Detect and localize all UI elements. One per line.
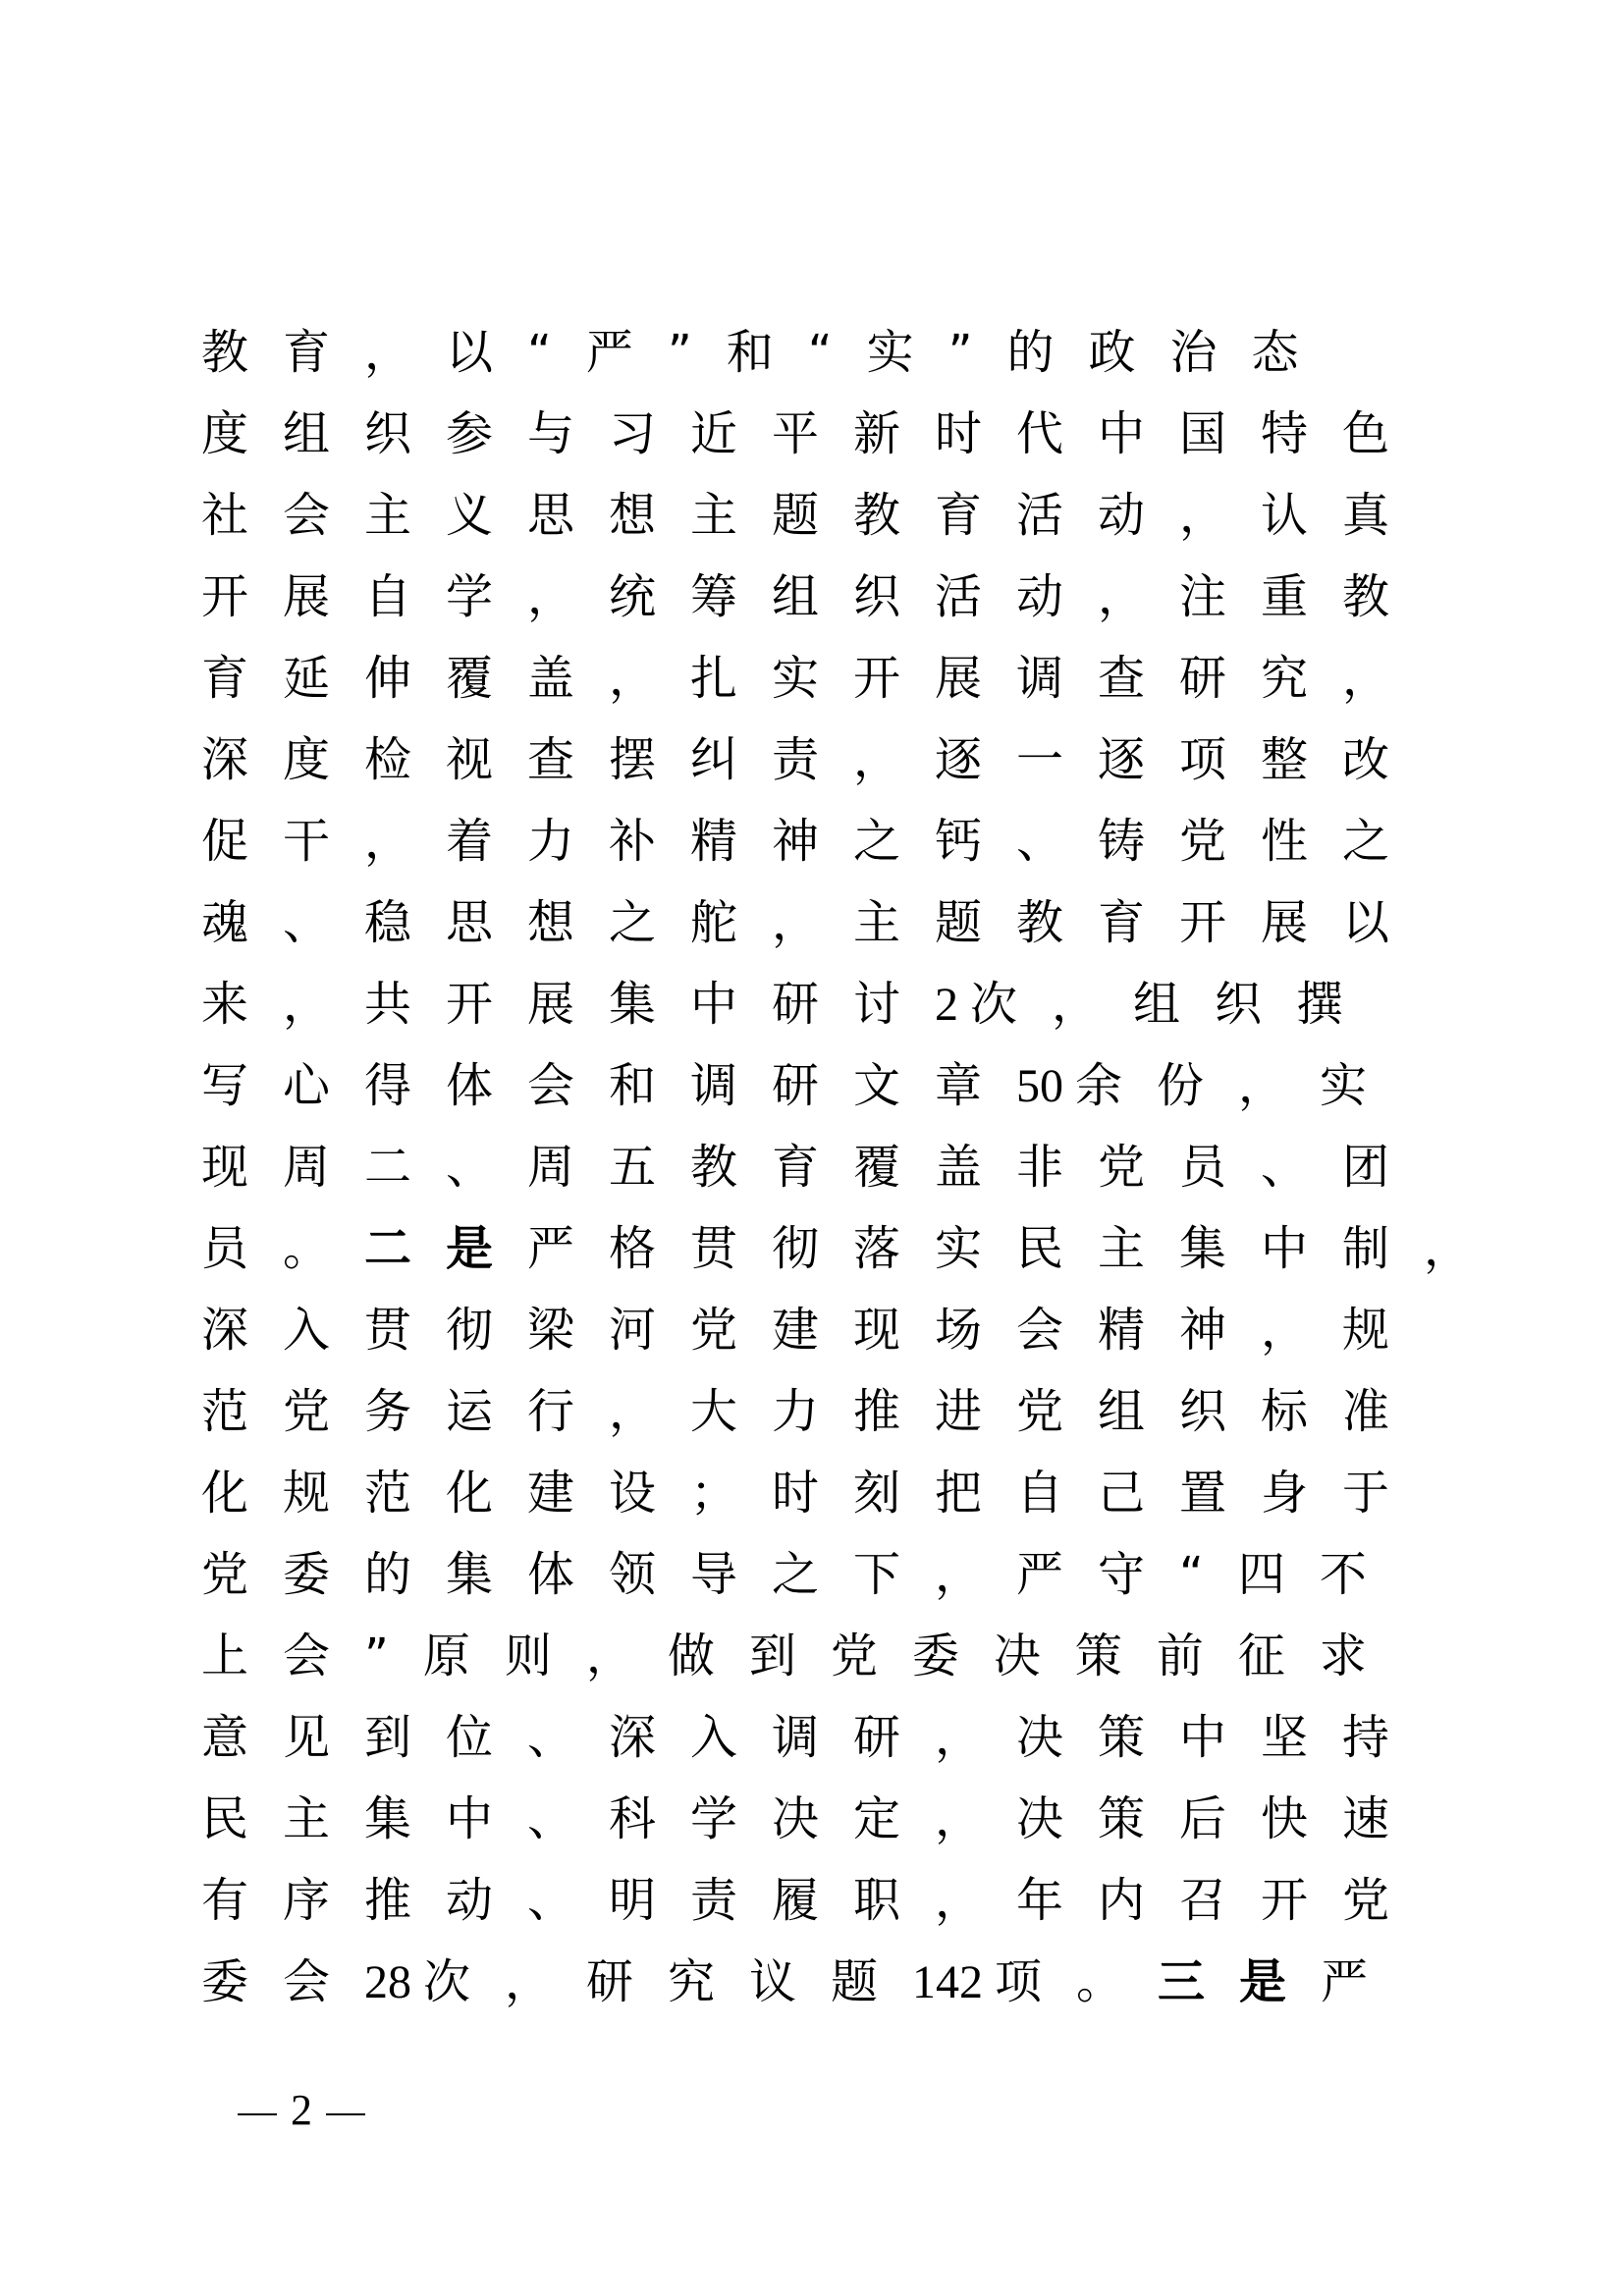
text-line — [201, 1942, 1419, 2023]
body-text — [201, 312, 1506, 2023]
text-line: 范党务运行，大力推进党组织标准 — [201, 1384, 1425, 1439]
text-line: 意见到位、深入调研，决策中坚持 — [201, 1710, 1425, 1765]
text-segment: 余份，实 — [1075, 1058, 1402, 1113]
text-line: 现周二、周五教育覆盖非党员、团 — [201, 1140, 1425, 1195]
number-value: 28 — [364, 1956, 412, 2008]
text-line — [201, 1045, 1419, 1127]
text-line: 上会”原则，做到党委决策前征求 — [201, 1629, 1401, 1683]
text-segment: 委会 — [201, 1954, 365, 2009]
text-line: 有序推动、明责履职，年内召开党 — [201, 1873, 1425, 1928]
bold-heading: 三是 — [1158, 1954, 1322, 2009]
number-value: 50 — [1016, 1060, 1064, 1112]
page-number — [224, 2086, 379, 2135]
text-segment: 严 — [1321, 1954, 1403, 2009]
bold-heading: 二是 — [364, 1221, 528, 1276]
text-line — [201, 964, 1419, 1045]
text-line: 育延伸覆盖，扎实开展调查研究， — [201, 651, 1425, 706]
text-line: 化规范化建设；时刻把自己置身于 — [201, 1466, 1425, 1521]
dash-left — [238, 2113, 277, 2115]
text-segment: 项。 — [995, 1954, 1159, 2009]
text-line: 度组织参与习近平新时代中国特色 — [201, 406, 1425, 461]
number-value: 2 — [935, 979, 959, 1031]
text-line: 党委的集体领导之下，严守“四不 — [201, 1547, 1401, 1602]
text-segment: 严格贯彻落实民主集中制， — [527, 1221, 1506, 1276]
text-line: 促干，着力补精神之钙、铸党性之 — [201, 814, 1425, 869]
text-line: 开展自学，统筹组织活动，注重教 — [201, 569, 1425, 624]
text-segment: 员。 — [201, 1221, 365, 1276]
text-line: 社会主义思想主题教育活动，认真 — [201, 488, 1425, 543]
text-line — [201, 1208, 1506, 1290]
text-segment: 写心得体会和调研文章 — [201, 1058, 1017, 1113]
text-line: 深入贯彻梁河党建现场会精神，规 — [201, 1303, 1425, 1358]
text-line: 教育，以“严”和“实”的政治态 — [201, 325, 1333, 380]
text-segment: 次，组织撰 — [970, 977, 1379, 1032]
text-segment: 次，研究议题 — [423, 1954, 913, 2009]
page-number-value: 2 — [291, 2086, 312, 2134]
dash-right — [326, 2113, 365, 2115]
text-line: 魂、稳思想之舵，主题教育开展以 — [201, 895, 1425, 950]
text-segment: 来，共开展集中研讨 — [201, 977, 936, 1032]
number-value: 142 — [912, 1956, 984, 2008]
text-line: 深度检视查摆纠责，逐一逐项整改 — [201, 732, 1425, 787]
text-line: 民主集中、科学决定，决策后快速 — [201, 1791, 1425, 1846]
